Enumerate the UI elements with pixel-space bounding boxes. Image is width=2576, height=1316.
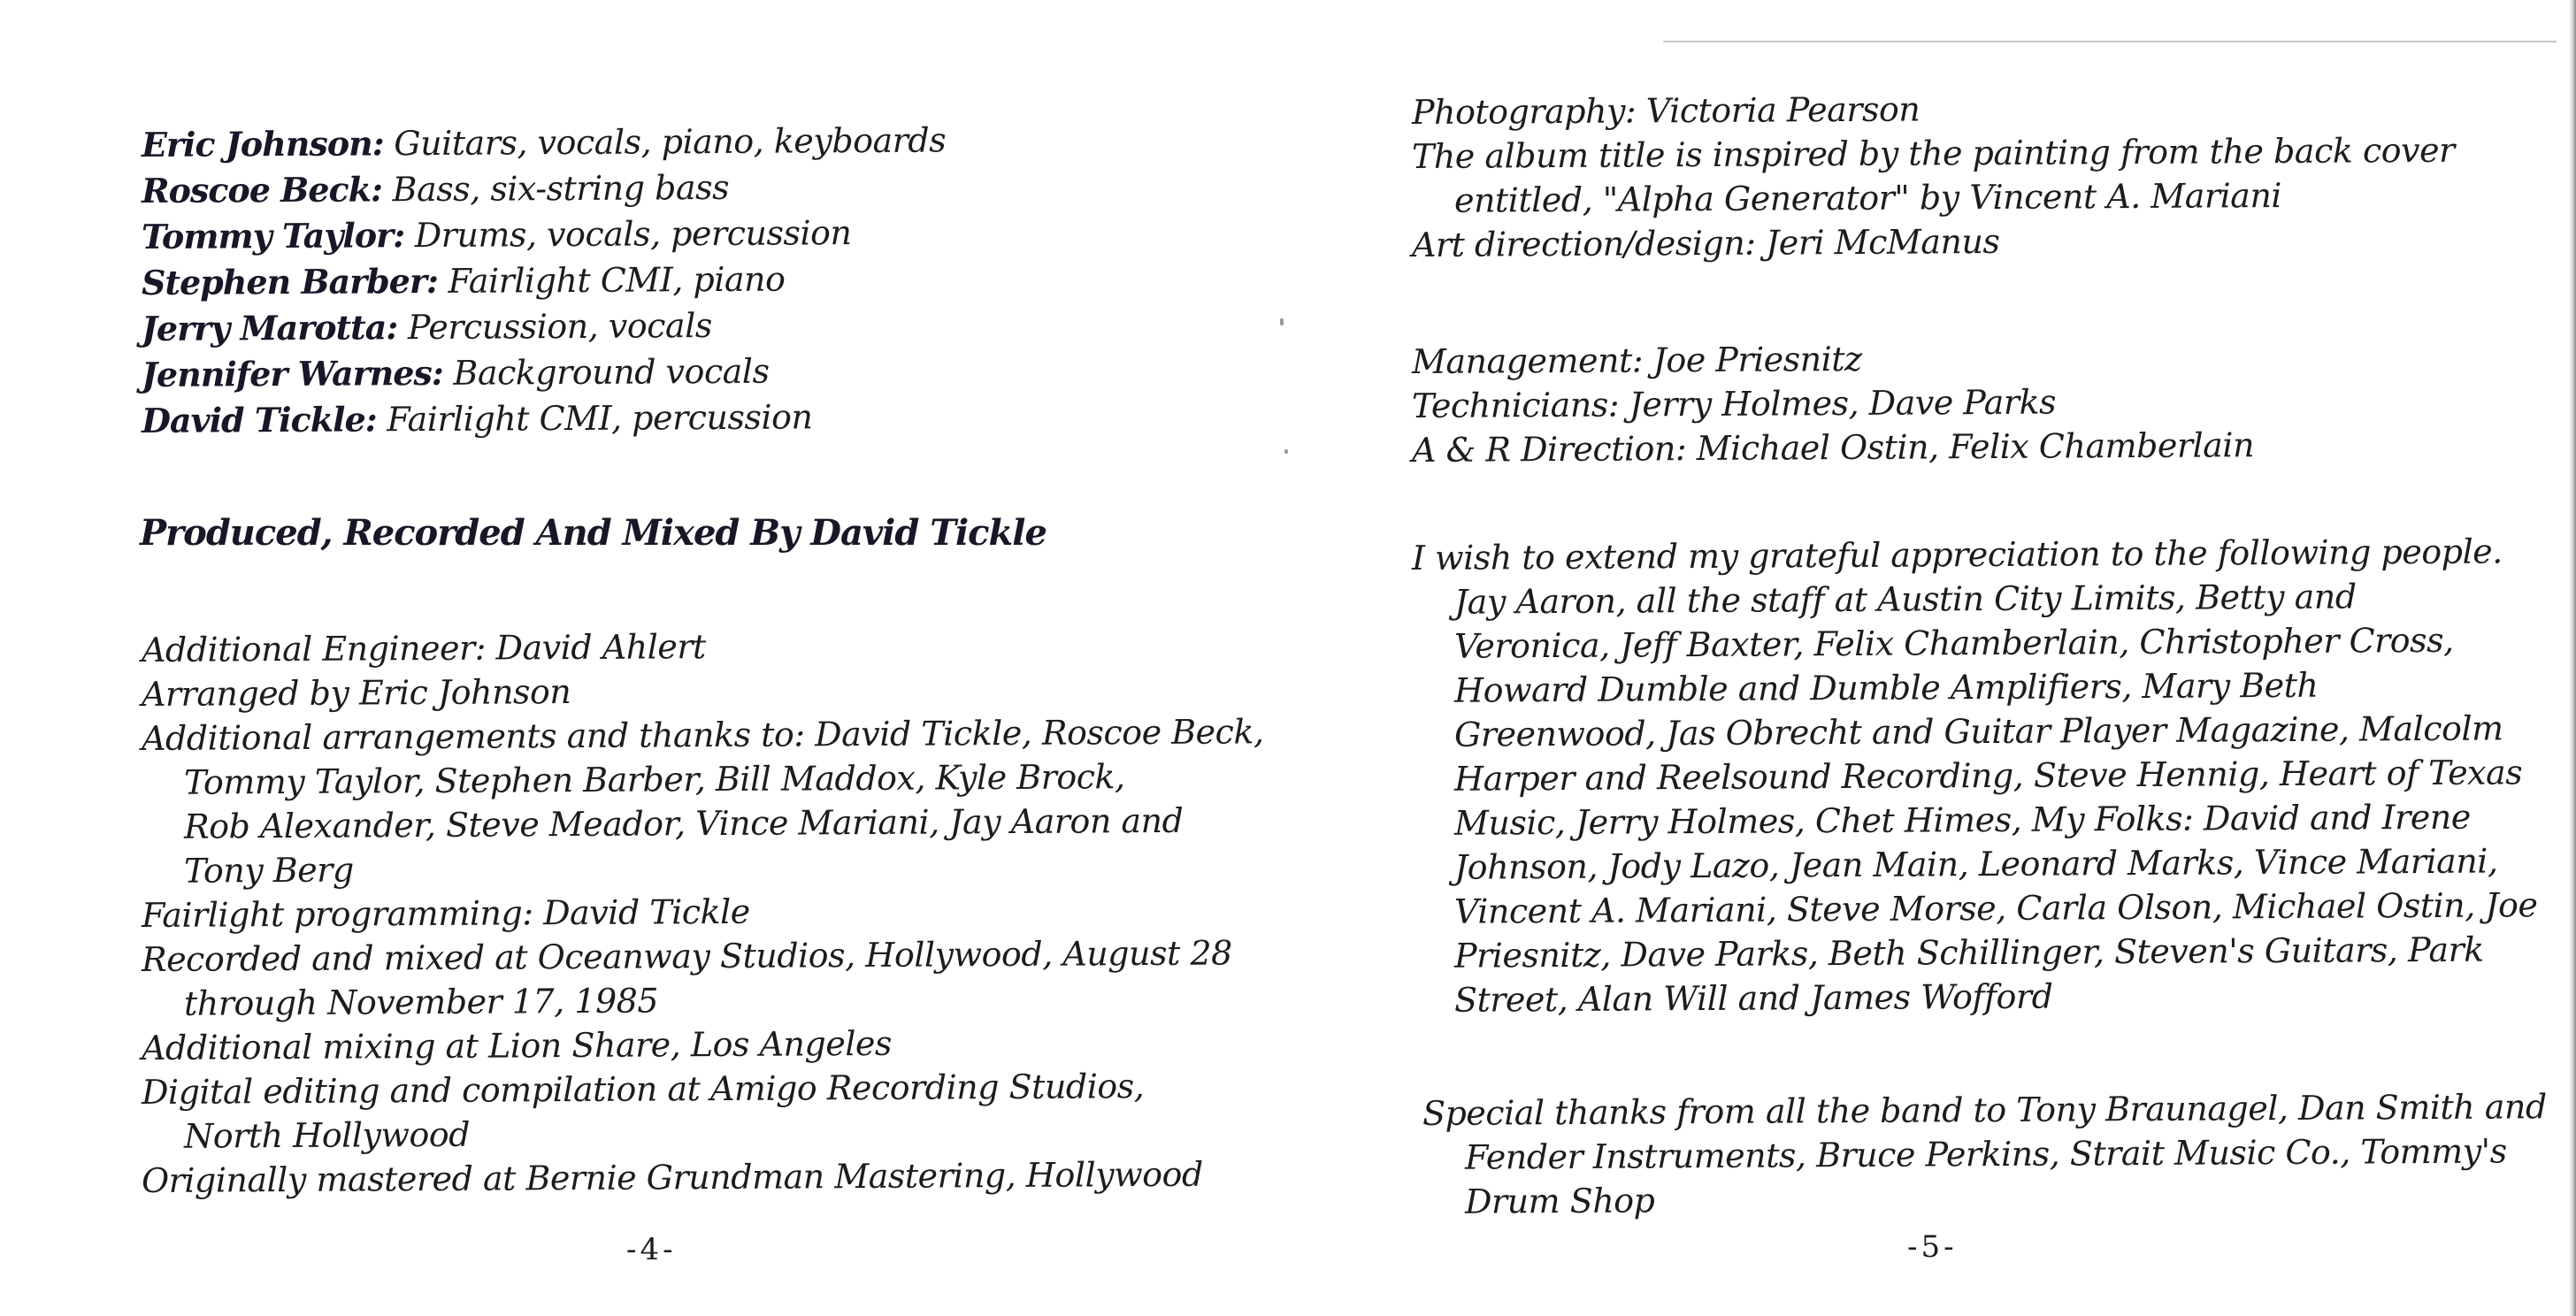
credit-line: Originally mastered at Bernie Grundman Mastering, Hollywood: [141, 1154, 1203, 1200]
credit-line: The album title is inspired by the painting from the back cover: [1411, 130, 2455, 176]
musician-name: Eric Johnson:: [141, 123, 384, 164]
credit-line: Digital editing and compilation at Amigo Recording Studios,: [141, 1067, 1145, 1112]
management-credits: [1412, 340, 2254, 472]
musician-role: Fairlight CMI, piano: [448, 259, 786, 301]
credit-line: Art direction/design: Jeri McManus: [1411, 221, 2000, 264]
thanks-line: Fender Instruments, Bruce Perkins, Strait Music Co., Tommy's: [1464, 1131, 2507, 1177]
musician-name: Jennifer Warnes:: [141, 352, 444, 394]
musician-role: Background vocals: [453, 351, 770, 393]
production-credits: [142, 628, 1264, 1203]
credit-line: Arranged by Eric Johnson: [141, 672, 571, 714]
thanks-line: Jay Aaron, all the staff at Austin City Limits, Betty and: [1453, 577, 2357, 622]
scan-top-rule: [1663, 41, 2557, 42]
musician-name: Jerry Marotta:: [141, 307, 398, 348]
thanks-line: Veronica, Jeff Baxter, Felix Chamberlain, Christopher Cross,: [1453, 620, 2454, 666]
thanks-line: Drum Shop: [1464, 1181, 1655, 1221]
musician-list: [142, 122, 946, 444]
thanks-line: Howard Dumble and Dumble Amplifiers, Mary Beth: [1453, 665, 2319, 710]
producer-heading: Produced, Recorded And Mixed By David Tickle: [140, 512, 1046, 554]
credit-line: Additional Engineer: David Ahlert: [141, 627, 706, 669]
credit-line: Additional mixing at Lion Share, Los Angeles: [141, 1023, 893, 1067]
credit-line: Technicians: Jerry Holmes, Dave Parks: [1411, 382, 2057, 425]
thanks-line: Vincent A. Mariani, Steve Morse, Carla Olson, Michael Ostin, Joe: [1453, 885, 2538, 931]
musician-entry: [142, 209, 946, 260]
thanks-line: Special thanks from all the band to Tony Braunagel, Dan Smith and: [1422, 1087, 2547, 1133]
thanks-line: Music, Jerry Holmes, Chet Himes, My Folks: David and Irene: [1453, 797, 2471, 843]
right-page: [1288, 0, 2576, 1316]
musician-role: Bass, six-string bass: [392, 167, 730, 210]
credit-line: Tommy Taylor, Stephen Barber, Bill Maddox, Kyle Brock,: [183, 757, 1125, 802]
art-credits: [1412, 90, 2455, 267]
credit-line: Photography: Victoria Pearson: [1411, 89, 1920, 132]
scan-speck: [1280, 318, 1284, 325]
credit-line: Management: Joe Priesnitz: [1411, 339, 1862, 381]
credit-line: Rob Alexander, Steve Meador, Vince Mariani, Jay Aaron and: [183, 800, 1184, 846]
credit-line: through November 17, 1985: [183, 981, 659, 1023]
thanks-line: Johnson, Jody Lazo, Jean Main, Leonard Marks, Vince Mariani,: [1453, 841, 2498, 887]
musician-entry: [142, 393, 946, 444]
musician-role: Percussion, vocals: [407, 306, 712, 348]
credit-line: Fairlight programming: David Tickle: [141, 891, 750, 935]
musician-entry: [142, 163, 946, 214]
page-number-left: -4-: [626, 1232, 677, 1267]
musician-name: Tommy Taylor:: [141, 215, 405, 256]
credit-line: entitled, "Alpha Generator" by Vincent A. Mariani: [1453, 175, 2282, 220]
scan-speck: [1284, 449, 1288, 454]
special-thanks: [1422, 1087, 2547, 1224]
credit-line: Additional arrangements and thanks to: David Tickle, Roscoe Beck,: [141, 712, 1264, 758]
musician-role: Guitars, vocals, piano, keyboards: [394, 120, 947, 164]
musician-name: Roscoe Beck:: [141, 169, 383, 210]
musician-entry: [142, 347, 946, 398]
credit-line: Tony Berg: [183, 850, 354, 891]
musician-entry: [142, 301, 946, 352]
thanks-line: Harper and Reelsound Recording, Steve Hennig, Heart of Texas: [1453, 753, 2523, 799]
credit-line: North Hollywood: [183, 1114, 471, 1156]
thanks-line: Greenwood, Jas Obrecht and Guitar Player Magazine, Malcolm: [1453, 708, 2503, 754]
thanks-line: I wish to extend my grateful appreciation to the following people.: [1411, 532, 2503, 578]
thanks-list: [1411, 532, 2538, 1022]
musician-role: Fairlight CMI, percussion: [387, 397, 813, 440]
musician-entry: [142, 255, 946, 306]
thanks-line: Priesnitz, Dave Parks, Beth Schillinger, Steven's Guitars, Park: [1453, 930, 2484, 976]
credit-line: A & R Direction: Michael Ostin, Felix Chamberlain: [1411, 425, 2255, 470]
page-number-right: -5-: [1907, 1229, 1958, 1265]
scan-edge-shadow: [2569, 0, 2576, 1316]
musician-name: Stephen Barber:: [141, 260, 439, 302]
musician-name: David Tickle:: [141, 399, 377, 440]
musician-entry: [142, 117, 946, 168]
musician-role: Drums, vocals, percussion: [414, 213, 852, 256]
credit-line: Recorded and mixed at Oceanway Studios, Hollywood, August 28: [141, 933, 1232, 979]
thanks-line: Street, Alan Will and James Wofford: [1453, 976, 2053, 1020]
